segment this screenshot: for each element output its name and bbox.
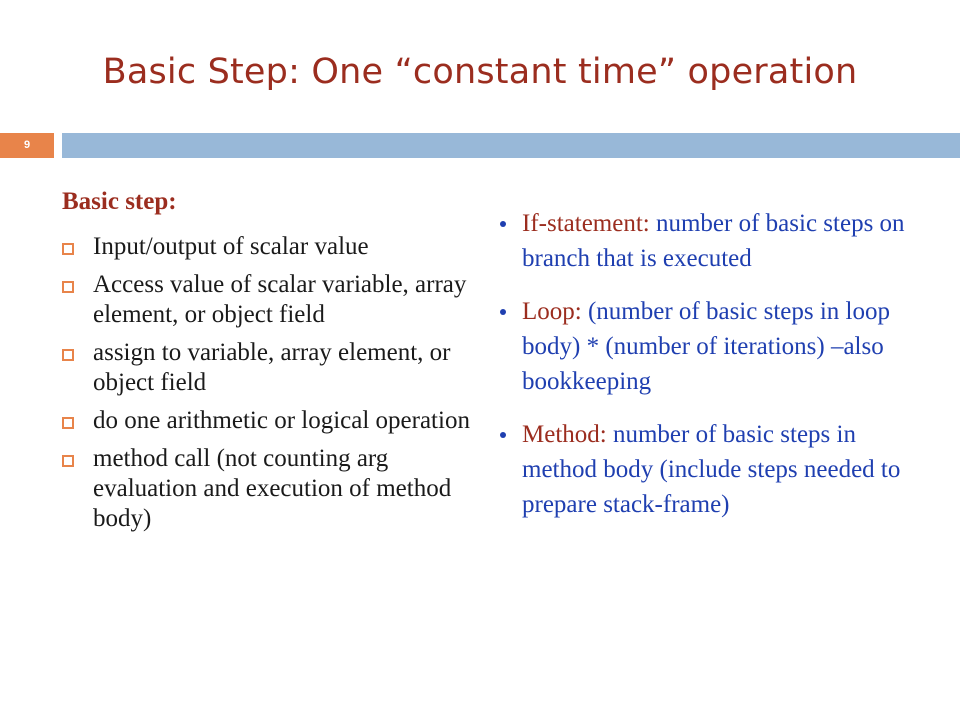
square-bullet-icon bbox=[62, 243, 74, 255]
list-item bbox=[62, 338, 482, 398]
list-item-text: (number of basic steps in loop body) * (number of iterations) –also bookkeeping bbox=[522, 298, 890, 395]
left-bullet-list bbox=[62, 232, 482, 542]
slide-title: Basic Step: One “constant time” operation bbox=[102, 52, 858, 92]
square-bullet-icon bbox=[62, 349, 74, 361]
square-bullet-icon bbox=[62, 417, 74, 429]
list-item-text: assign to variable, array element, or object field bbox=[93, 339, 451, 396]
list-item-text: Input/output of scalar value bbox=[93, 233, 369, 260]
dot-bullet-icon bbox=[500, 432, 506, 438]
left-heading: Basic step: bbox=[62, 188, 177, 215]
list-item bbox=[500, 206, 920, 276]
slide-number: 9 bbox=[23, 139, 31, 151]
list-item-text: do one arithmetic or logical operation bbox=[93, 407, 470, 434]
header-rule-bar bbox=[62, 133, 960, 158]
square-bullet-icon bbox=[62, 281, 74, 293]
dot-bullet-icon bbox=[500, 309, 506, 315]
list-item-text: number of basic steps on branch that is executed bbox=[522, 210, 905, 272]
list-item-text: Access value of scalar variable, array element, or object field bbox=[93, 271, 467, 328]
list-item-term: Loop: bbox=[522, 298, 582, 325]
list-item bbox=[62, 406, 482, 436]
square-bullet-icon bbox=[62, 455, 74, 467]
list-item bbox=[62, 444, 482, 534]
list-item bbox=[62, 232, 482, 262]
list-item bbox=[500, 417, 920, 522]
list-item-term: Method: bbox=[522, 421, 607, 448]
list-item-term: If-statement: bbox=[522, 210, 650, 237]
list-item-text: number of basic steps in method body (include steps needed to prepare stack-frame) bbox=[522, 421, 901, 518]
list-item bbox=[62, 270, 482, 330]
list-item-text: method call (not counting arg evaluation and execution of method body) bbox=[93, 445, 452, 532]
list-item bbox=[500, 294, 920, 399]
right-bullet-list bbox=[500, 206, 920, 540]
dot-bullet-icon bbox=[500, 221, 506, 227]
